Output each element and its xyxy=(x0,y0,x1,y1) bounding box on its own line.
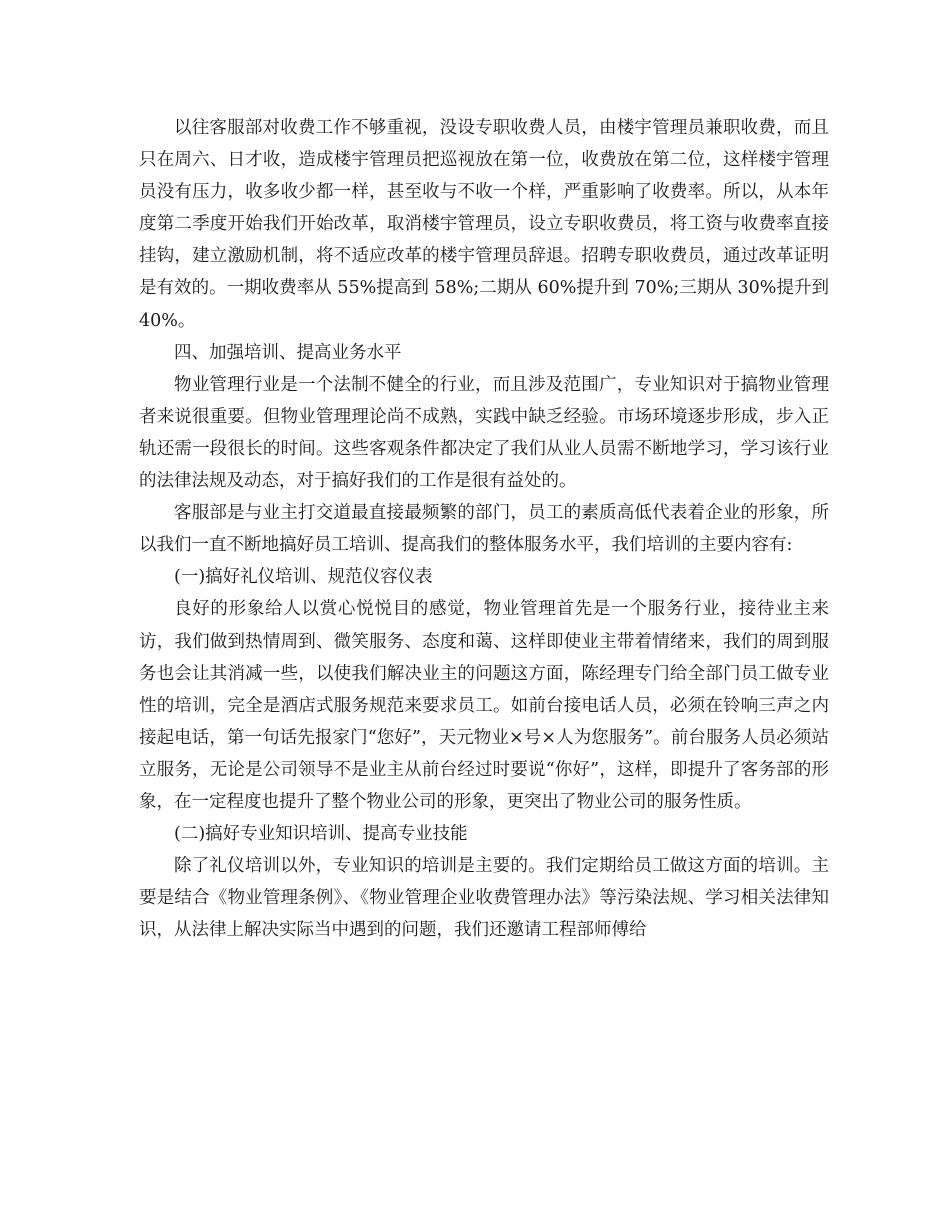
paragraph-professional-details: 除了礼仪培训以外，专业知识的培训是主要的。我们定期给员工做这方面的培训。主要是结合《物业管理条例》、《物业管理企业收费管理办法》等污染法规、学习相关法律知识，从法律上解决实际当中遇到的问题，我们还邀请工程部师傅给 xyxy=(139,856,829,941)
document-body xyxy=(139,112,829,946)
paragraph-etiquette-details: 良好的形象给人以赏心悦悦目的感觉，物业管理首先是一个服务行业，接待业主来访，我们做到热情周到、微笑服务、态度和蔼、这样即使业主带着情绪来，我们的周到服务也会让其消减一些，以使我们解决业主的问题这方面，陈经理专门给全部门员工做专业性的培训，完全是酒店式服务规范来要求员工。如前台接电话人员，必须在铃响三声之内接起电话，第一句话先报家门“您好”，天元物业×号×人为您服务”。前台服务人员必须站立服务，无论是公司领导不是业主从前台经过时要说“你好”，这样，即提升了客务部的形象，在一定程度也提升了整个物业公司的形象，更突出了物业公司的服务性质。 xyxy=(139,599,829,812)
paragraph-fee-reform: 以往客服部对收费工作不够重视，没设专职收费人员，由楼宇管理员兼职收费，而且只在周六、日才收，造成楼宇管理员把巡视放在第一位，收费放在第二位，这样楼宇管理员没有压力，收多收少都一样，甚至收与不收一个样，严重影响了收费率。所以，从本年度第二季度开始我们开始改革，取消楼宇管理员，设立专职收费员，将工资与收费率直接挂钩，建立激励机制，将不适应改革的楼宇管理员辞退。招聘专职收费员，通过改革证明是有效的。一期收费率从 55%提高到 58%;二期从 60%提升到 70%;三期从 30%提升到 40%。 xyxy=(139,118,829,331)
subheading-etiquette-training: (一)搞好礼仪培训、规范仪容仪表 xyxy=(174,567,433,588)
paragraph-customer-service-dept: 客服部是与业主打交道最直接最频繁的部门，员工的素质高低代表着企业的形象，所以我们一直不断地搞好员工培训、提高我们的整体服务水平，我们培训的主要内容有: xyxy=(139,503,829,556)
subheading-professional-training: (二)搞好专业知识培训、提高专业技能 xyxy=(174,824,468,845)
paragraph-industry-learning: 物业管理行业是一个法制不健全的行业，而且涉及范围广，专业知识对于搞物业管理者来说很重要。但物业管理理论尚不成熟，实践中缺乏经验。市场环境逐步形成，步入正轨还需一段很长的时间。这些客观条件都决定了我们从业人员需不断地学习，学习该行业的法律法规及动态，对于搞好我们的工作是很有益处的。 xyxy=(139,374,829,492)
section-heading-training: 四、加强培训、提高业务水平 xyxy=(174,342,402,363)
